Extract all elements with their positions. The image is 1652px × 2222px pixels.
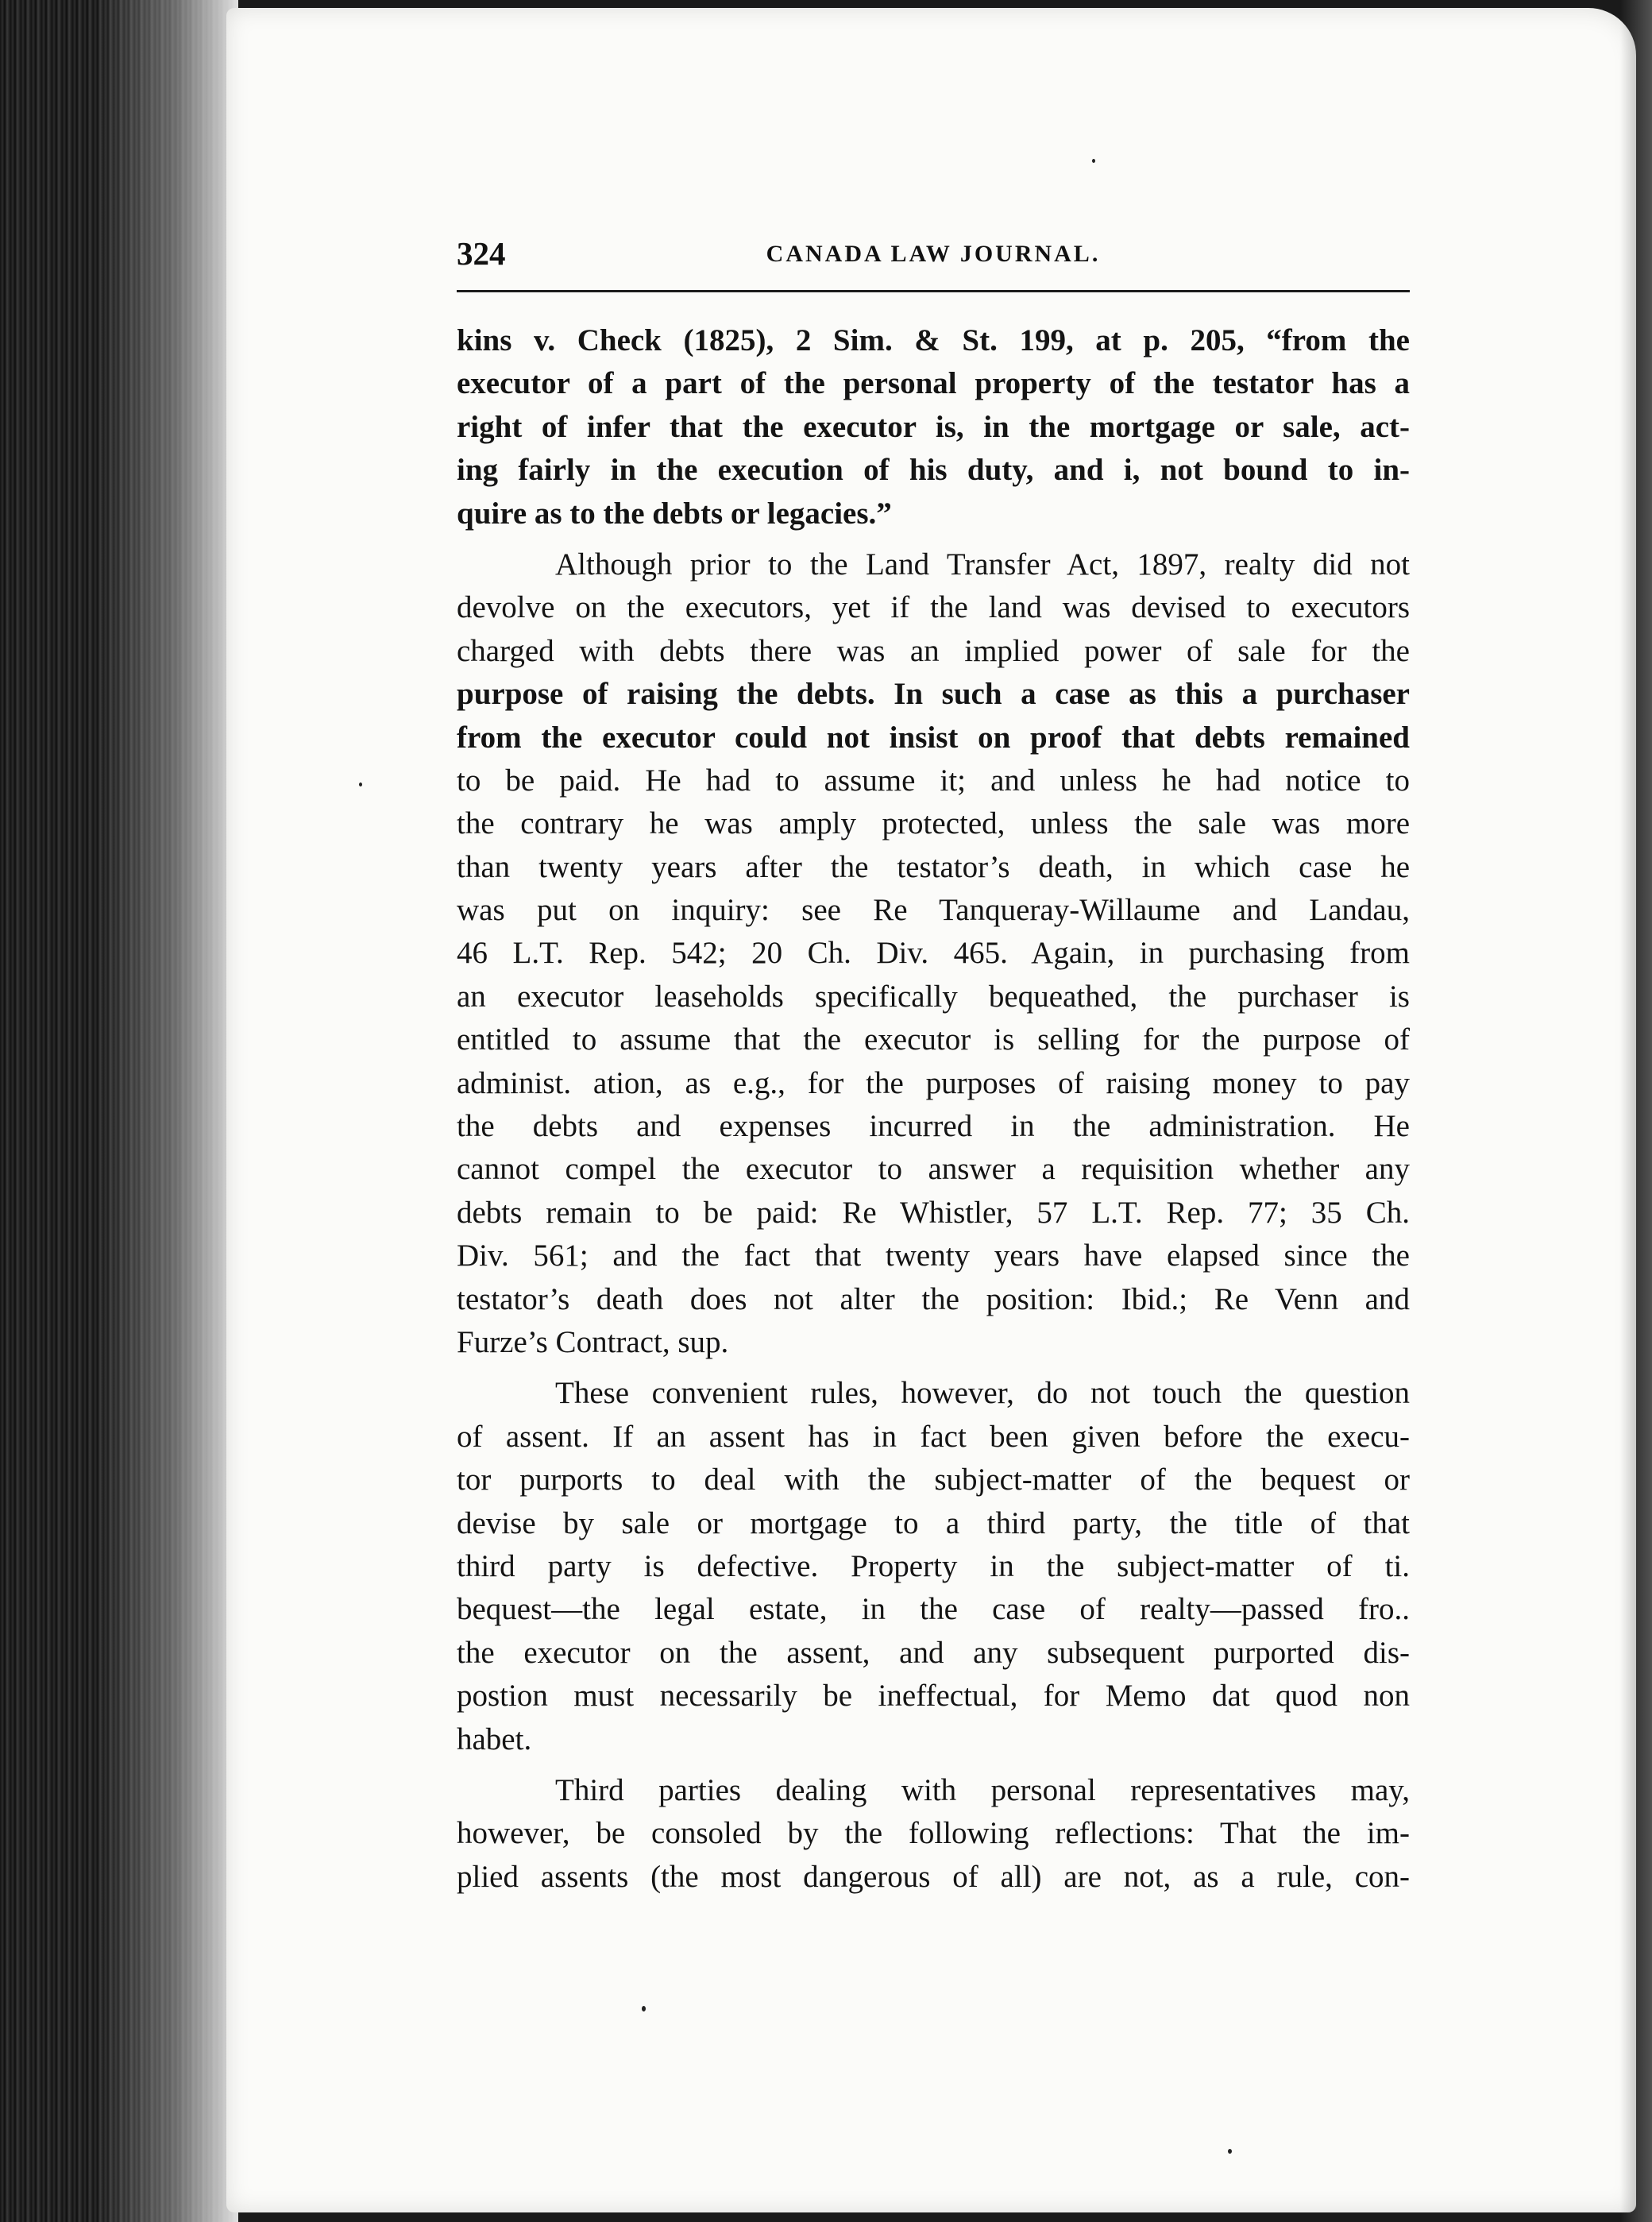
text-line: from the executor could not insist on proof that debts remained xyxy=(457,720,1410,755)
text-line: tor purports to deal with the subject-matter of the bequest or xyxy=(457,1463,1410,1497)
text-line: entitled to assume that the executor is selling for the purpose of xyxy=(457,1022,1410,1057)
article-body xyxy=(457,319,1410,1907)
text-line: right of infer that the executor is, in the mortgage or sale, act- xyxy=(457,409,1410,444)
text-line: to be paid. He had to assume it; and unless he had notice to xyxy=(457,763,1410,798)
text-line: bequest—the legal estate, in the case of realty—passed fro.. xyxy=(457,1592,1410,1627)
running-title: CANADA LAW JOURNAL. xyxy=(766,241,1101,267)
text-line: kins v. Check (1825), 2 Sim. & St. 199, at p. 205, “from the xyxy=(457,323,1410,357)
text-line: purpose of raising the debts. In such a case as this a purchaser xyxy=(457,677,1410,712)
text-line: Div. 561; and the fact that twenty years have elapsed since the xyxy=(457,1239,1410,1273)
text-line: debts remain to be paid: Re Whistler, 57 L.T. Rep. 77; 35 Ch. xyxy=(457,1195,1410,1230)
text-line: cannot compel the executor to answer a requisition whether any xyxy=(457,1152,1410,1187)
page-right-edge-shadow xyxy=(1620,0,1652,2222)
paragraph-1 xyxy=(457,319,1410,535)
scan-speck xyxy=(359,783,362,786)
text-line: the debts and expenses incurred in the administration. He xyxy=(457,1109,1410,1144)
text-line: plied assents (the most dangerous of all) are not, as a rule, con- xyxy=(457,1859,1410,1894)
text-line: an executor leaseholds specifically bequeathed, the purchaser is xyxy=(457,979,1410,1014)
text-line: the executor on the assent, and any subsequent purported dis- xyxy=(457,1635,1410,1670)
text-line: Furze’s Contract, sup. xyxy=(457,1324,729,1359)
text-line: habet. xyxy=(457,1722,532,1756)
text-line: was put on inquiry: see Re Tanqueray-Willaume and Landau, xyxy=(457,893,1410,928)
paragraph-3 xyxy=(457,1372,1410,1761)
text-line: Although prior to the Land Transfer Act, 1897, realty did not xyxy=(555,547,1410,582)
paragraph-4 xyxy=(457,1769,1410,1899)
paragraph-2 xyxy=(457,543,1410,1364)
text-line: executor of a part of the personal property of the testator has a xyxy=(457,366,1410,401)
text-line: administ. ation, as e.g., for the purposes of raising money to pay xyxy=(457,1065,1410,1100)
text-line: Third parties dealing with personal representatives may, xyxy=(555,1772,1410,1807)
text-line: devise by sale or mortgage to a third party, the title of that xyxy=(457,1505,1410,1540)
text-line: however, be consoled by the following reflections: That the im- xyxy=(457,1816,1410,1851)
text-line: 46 L.T. Rep. 542; 20 Ch. Div. 465. Again, in purchasing from xyxy=(457,936,1410,971)
text-line: quire as to the debts or legacies.” xyxy=(457,496,892,531)
page-header xyxy=(457,234,1410,292)
text-line: the contrary he was amply protected, unless the sale was more xyxy=(457,806,1410,841)
text-line: charged with debts there was an implied power of sale for the xyxy=(457,633,1410,668)
text-line: testator’s death does not alter the position: Ibid.; Re Venn and xyxy=(457,1281,1410,1316)
text-line: than twenty years after the testator’s death, in which case he xyxy=(457,849,1410,884)
text-line: third party is defective. Property in the subject-matter of ti. xyxy=(457,1548,1410,1583)
binding-shadow xyxy=(95,0,238,2222)
text-line: ing fairly in the execution of his duty, and i, not bound to in- xyxy=(457,453,1410,488)
scan-speck xyxy=(1228,2149,1232,2154)
text-line: These convenient rules, however, do not touch the question xyxy=(555,1376,1410,1411)
page-number: 324 xyxy=(457,235,506,272)
scan-speck xyxy=(1092,159,1095,163)
text-line: postion must necessarily be ineffectual, for Memo dat quod non xyxy=(457,1679,1410,1714)
text-line: devolve on the executors, yet if the land was devised to executors xyxy=(457,590,1410,625)
text-line: of assent. If an assent has in fact been given before the execu- xyxy=(457,1419,1410,1454)
scan-speck xyxy=(642,2006,646,2011)
